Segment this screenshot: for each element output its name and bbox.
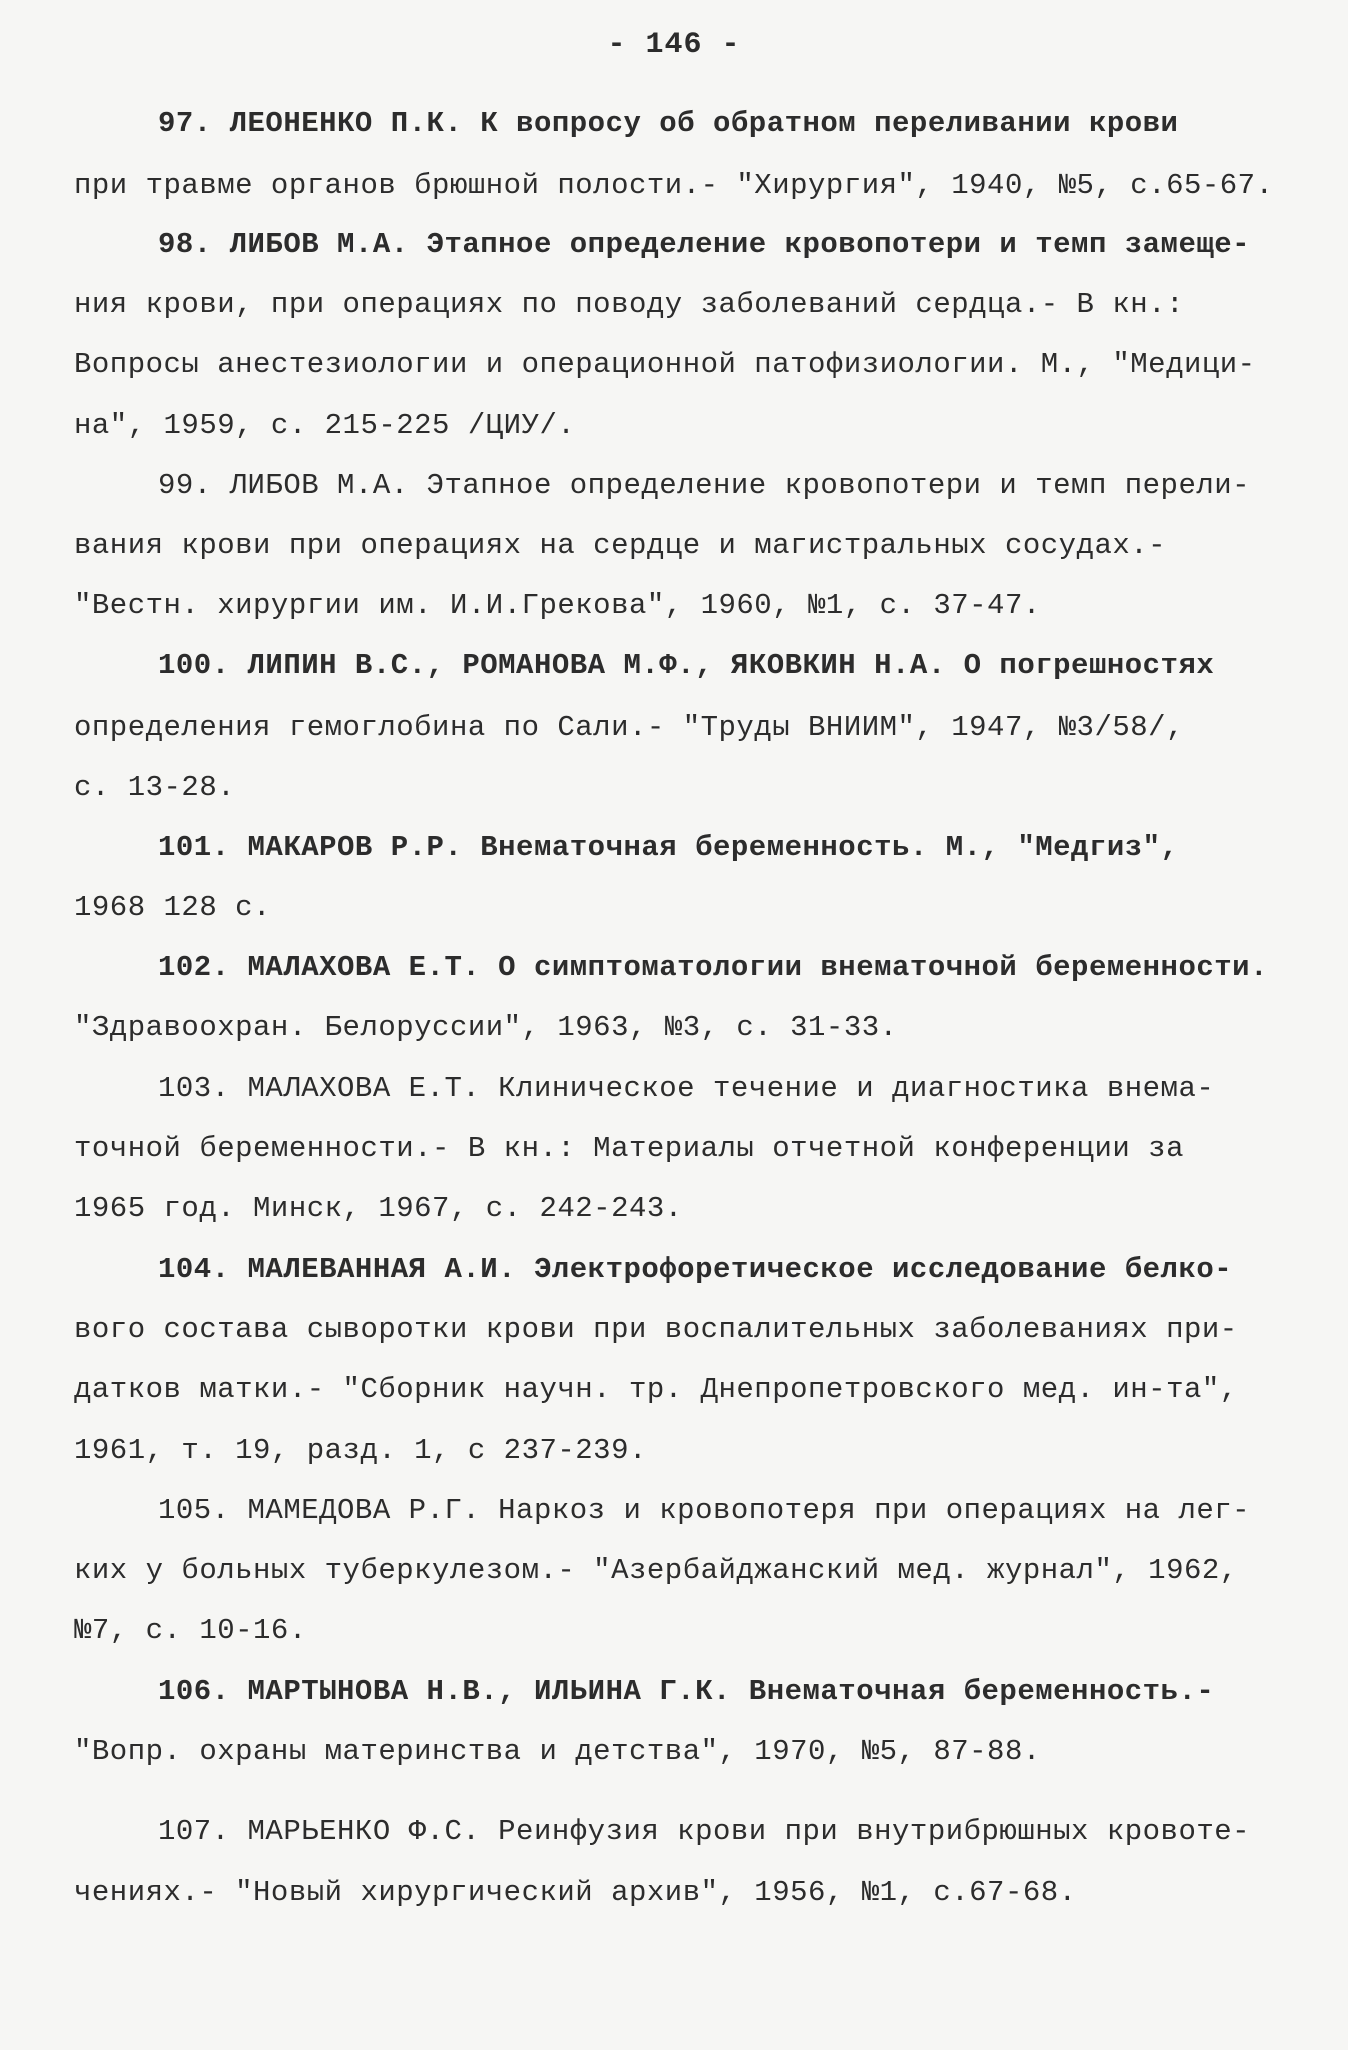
entry-107-line-1: 107. МАРЬЕНКО Ф.С. Реинфузия крови при внутрибрюшных кровоте- bbox=[158, 1815, 1251, 1848]
entry-100-line-1: 100. ЛИПИН В.С., РОМАНОВА М.Ф., ЯКОВКИН Н.А. О погрешностях bbox=[158, 649, 1215, 682]
entry-97-line-1: 97. ЛЕОНЕНКО П.К. К вопросу об обратном переливании крови bbox=[158, 107, 1179, 140]
page-number: - 146 - bbox=[607, 28, 741, 62]
entry-106-line-2: "Вопр. охраны материнства и детства", 1970, №5, 87-88. bbox=[74, 1735, 1041, 1768]
entry-98-line-2: ния крови, при операциях по поводу заболеваний сердца.- В кн.: bbox=[74, 288, 1184, 321]
entry-106-line-1: 106. МАРТЫНОВА Н.В., ИЛЬИНА Г.К. Внематочная беременность.- bbox=[158, 1675, 1215, 1708]
entry-103-line-1: 103. МАЛАХОВА Е.Т. Клиническое течение и диагностика внема- bbox=[158, 1072, 1215, 1105]
entry-104-line-3: датков матки.- "Сборник научн. тр. Днепропетровского мед. ин-та", bbox=[74, 1373, 1238, 1406]
entry-100-line-2: определения гемоглобина по Сали.- "Труды ВНИИМ", 1947, №3/58/, bbox=[74, 711, 1184, 744]
entry-105-line-2: ких у больных туберкулезом.- "Азербайджанский мед. журнал", 1962, bbox=[74, 1554, 1238, 1587]
entry-98-line-1: 98. ЛИБОВ М.А. Этапное определение кровопотери и темп замеще- bbox=[158, 228, 1251, 261]
entry-98-line-4: на", 1959, с. 215-225 /ЦИУ/. bbox=[74, 409, 576, 442]
entry-104-line-4: 1961, т. 19, разд. 1, с 237-239. bbox=[74, 1434, 647, 1467]
entry-102-line-1: 102. МАЛАХОВА Е.Т. О симптоматологии внематочной беременности. bbox=[158, 951, 1268, 984]
entry-104-line-1: 104. МАЛЕВАННАЯ А.И. Электрофоретическое исследование белко- bbox=[158, 1253, 1233, 1286]
entry-105-line-1: 105. МАМЕДОВА Р.Г. Наркоз и кровопотеря при операциях на лег- bbox=[158, 1494, 1251, 1527]
entry-107-line-2: чениях.- "Новый хирургический архив", 1956, №1, с.67-68. bbox=[74, 1876, 1077, 1909]
entry-99-line-3: "Вестн. хирургии им. И.И.Грекова", 1960, №1, с. 37-47. bbox=[74, 589, 1041, 622]
entry-103-line-2: точной беременности.- В кн.: Материалы отчетной конференции за bbox=[74, 1132, 1184, 1165]
entry-105-line-3: №7, с. 10-16. bbox=[74, 1614, 307, 1647]
entry-101-line-1: 101. МАКАРОВ Р.Р. Внематочная беременность. М., "Медгиз", bbox=[158, 831, 1179, 864]
entry-97-line-2: при травме органов брюшной полости.- "Хирургия", 1940, №5, с.65-67. bbox=[74, 169, 1274, 202]
entry-99-line-1: 99. ЛИБОВ М.А. Этапное определение кровопотери и темп перели- bbox=[158, 469, 1251, 502]
entry-100-line-3: с. 13-28. bbox=[74, 771, 236, 804]
entry-104-line-2: вого состава сыворотки крови при воспалительных заболеваниях при- bbox=[74, 1313, 1238, 1346]
entry-99-line-2: вания крови при операциях на сердце и магистральных сосудах.- bbox=[74, 529, 1167, 562]
entry-103-line-3: 1965 год. Минск, 1967, с. 242-243. bbox=[74, 1192, 683, 1225]
entry-101-line-2: 1968 128 с. bbox=[74, 891, 271, 924]
entry-98-line-3: Вопросы анестезиологии и операционной патофизиологии. М., "Медици- bbox=[74, 348, 1256, 381]
entry-102-line-2: "Здравоохран. Белоруссии", 1963, №3, с. 31-33. bbox=[74, 1011, 898, 1044]
